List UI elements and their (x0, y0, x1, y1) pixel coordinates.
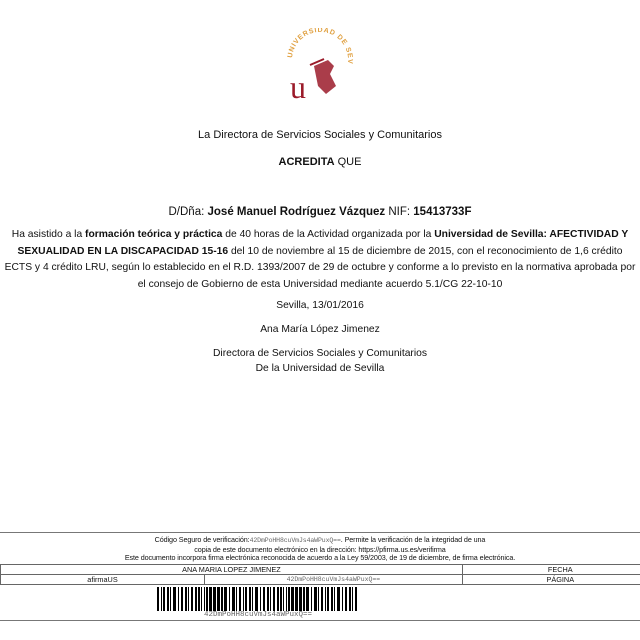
barcode-bar (270, 587, 271, 611)
body-text-1: Ha asistido a la (11, 229, 86, 240)
barcode-bar (249, 587, 251, 611)
csv-label: Código Seguro de verificación: (154, 535, 250, 544)
acredita-bold: ACREDITA (278, 156, 335, 168)
barcode-bar (286, 587, 287, 611)
verification-footer (0, 532, 640, 621)
csv-code: 42DmPoHH8cuVmJs4aWPuxQ== (249, 537, 341, 544)
body-bold-2: Universidad de Sevilla: AFECTIVIDAD Y SEXUALIDAD EN LA DISCAPACIDAD 15-16 (17, 229, 629, 257)
barcode-bar (321, 587, 323, 611)
barcode-bar (303, 587, 305, 611)
barcode (157, 587, 359, 611)
barcode-bar (355, 587, 357, 611)
barcode-bar (325, 587, 326, 611)
barcode-bar (185, 587, 187, 611)
barcode-bar (204, 587, 205, 611)
barcode-bar (198, 587, 200, 611)
svg-text:UNIVERSIDAD DE SEVILLA: UNIVERSIDAD DE SEV (286, 28, 354, 65)
barcode-bar (161, 587, 162, 611)
barcode-bar (239, 587, 241, 611)
barcode-bar (314, 587, 317, 611)
signature-table (0, 564, 640, 585)
barcode-bar (209, 587, 212, 611)
barcode-bar (173, 587, 176, 611)
barcode-bar (178, 587, 179, 611)
barcode-bar (349, 587, 351, 611)
barcode-bar (311, 587, 312, 611)
signer-name: Ana María López Jimenez (260, 324, 380, 335)
certificate-body (4, 227, 636, 293)
signer-title-2: De la Universidad de Sevilla (255, 363, 385, 374)
barcode-text: 42DmPoHH8cuVmJs4aWPuxQ== (203, 610, 313, 619)
barcode-bar (267, 587, 269, 611)
barcode-bar (337, 587, 340, 611)
body-text-2: de 40 horas de la Actividad organizada por la (222, 229, 435, 240)
barcode-bar (352, 587, 353, 611)
barcode-bar (167, 587, 169, 611)
signer-title-1: Directora de Servicios Sociales y Comunitarios (212, 348, 428, 359)
acredita-rest: QUE (334, 156, 362, 168)
barcode-bar (342, 587, 343, 611)
barcode-bar (277, 587, 279, 611)
svg-text:u: u (290, 69, 306, 102)
barcode-bar (191, 587, 193, 611)
barcode-bar (243, 587, 244, 611)
acredita-line (0, 155, 640, 169)
footer-bottom-rule (0, 620, 640, 621)
person-name: José Manuel Rodríguez Vázquez (207, 206, 386, 218)
barcode-bar (232, 587, 235, 611)
signature-law-line: Este documento incorpora firma electrónica reconocida de acuerdo a la Ley 59/2003, de 19 de diciembre, de firma electrónica. (124, 553, 516, 562)
barcode-bar (255, 587, 258, 611)
barcode-bar (334, 587, 335, 611)
csv-line1-rest: . Permite la verificación de la integridad de una (340, 535, 486, 544)
fecha-label: FECHA (462, 564, 640, 574)
university-logo (280, 28, 360, 102)
barcode-bar (157, 587, 159, 611)
barcode-bar (280, 587, 282, 611)
body-bold-1: formación teórica y práctica (85, 229, 223, 240)
issuer-heading: La Directora de Servicios Sociales y Comunitarios (198, 129, 442, 141)
barcode-bar (213, 587, 216, 611)
barcode-bar (327, 587, 329, 611)
barcode-bar (288, 587, 290, 611)
afirma-cell: afirmaUS (1, 574, 205, 584)
barcode-bar (295, 587, 298, 611)
barcode-bar (217, 587, 220, 611)
barcode-bar (236, 587, 237, 611)
barcode-bar (188, 587, 189, 611)
barcode-bar (283, 587, 284, 611)
barcode-bar (221, 587, 223, 611)
barcode-bar (181, 587, 183, 611)
barcode-bar (331, 587, 333, 611)
barcode-bar (260, 587, 261, 611)
barcode-bar (263, 587, 265, 611)
barcode-bar (195, 587, 197, 611)
barcode-bar (170, 587, 171, 611)
barcode-bar (318, 587, 319, 611)
barcode-bar (273, 587, 275, 611)
verification-text (0, 533, 640, 563)
pagina-label: PÁGINA (462, 574, 640, 584)
nif-label: NIF: (385, 206, 414, 218)
barcode-bar (345, 587, 347, 611)
person-line (0, 205, 640, 219)
place-date: Sevilla, 13/01/2016 (276, 300, 364, 311)
nif-value: 15413733F (413, 206, 472, 218)
barcode-bar (163, 587, 165, 611)
barcode-bar (299, 587, 302, 611)
barcode-bar (224, 587, 227, 611)
certificate-main (0, 128, 640, 376)
barcode-bar (206, 587, 208, 611)
csv-cell: 42DmPoHH8cuVmJs4aWPuxQ== (205, 574, 463, 584)
person-prefix: D/Dña: (168, 206, 208, 218)
barcode-bar (252, 587, 253, 611)
verification-url-line: copia de este documento electrónico en la dirección: https://pfirma.us.es/verifirma (194, 544, 446, 554)
barcode-bar (201, 587, 202, 611)
barcode-bar (306, 587, 309, 611)
barcode-bar (229, 587, 230, 611)
barcode-bar (245, 587, 247, 611)
barcode-bar (291, 587, 294, 611)
signer-cell: ANA MARIA LOPEZ JIMENEZ (1, 564, 463, 574)
body-text-3: del 10 de noviembre al 15 de diciembre de 2015, con el reconocimiento de 1,6 crédito ECTS y 4 crédito LRU, según lo establecido en el R.D. 1393/2007 de 29 de octubre y conforme a lo previsto en la normativa aprobada por el consejo de Gobierno de esta Universidad mediante acuerdo 5.1/CG 22-10-10 (4, 245, 636, 290)
